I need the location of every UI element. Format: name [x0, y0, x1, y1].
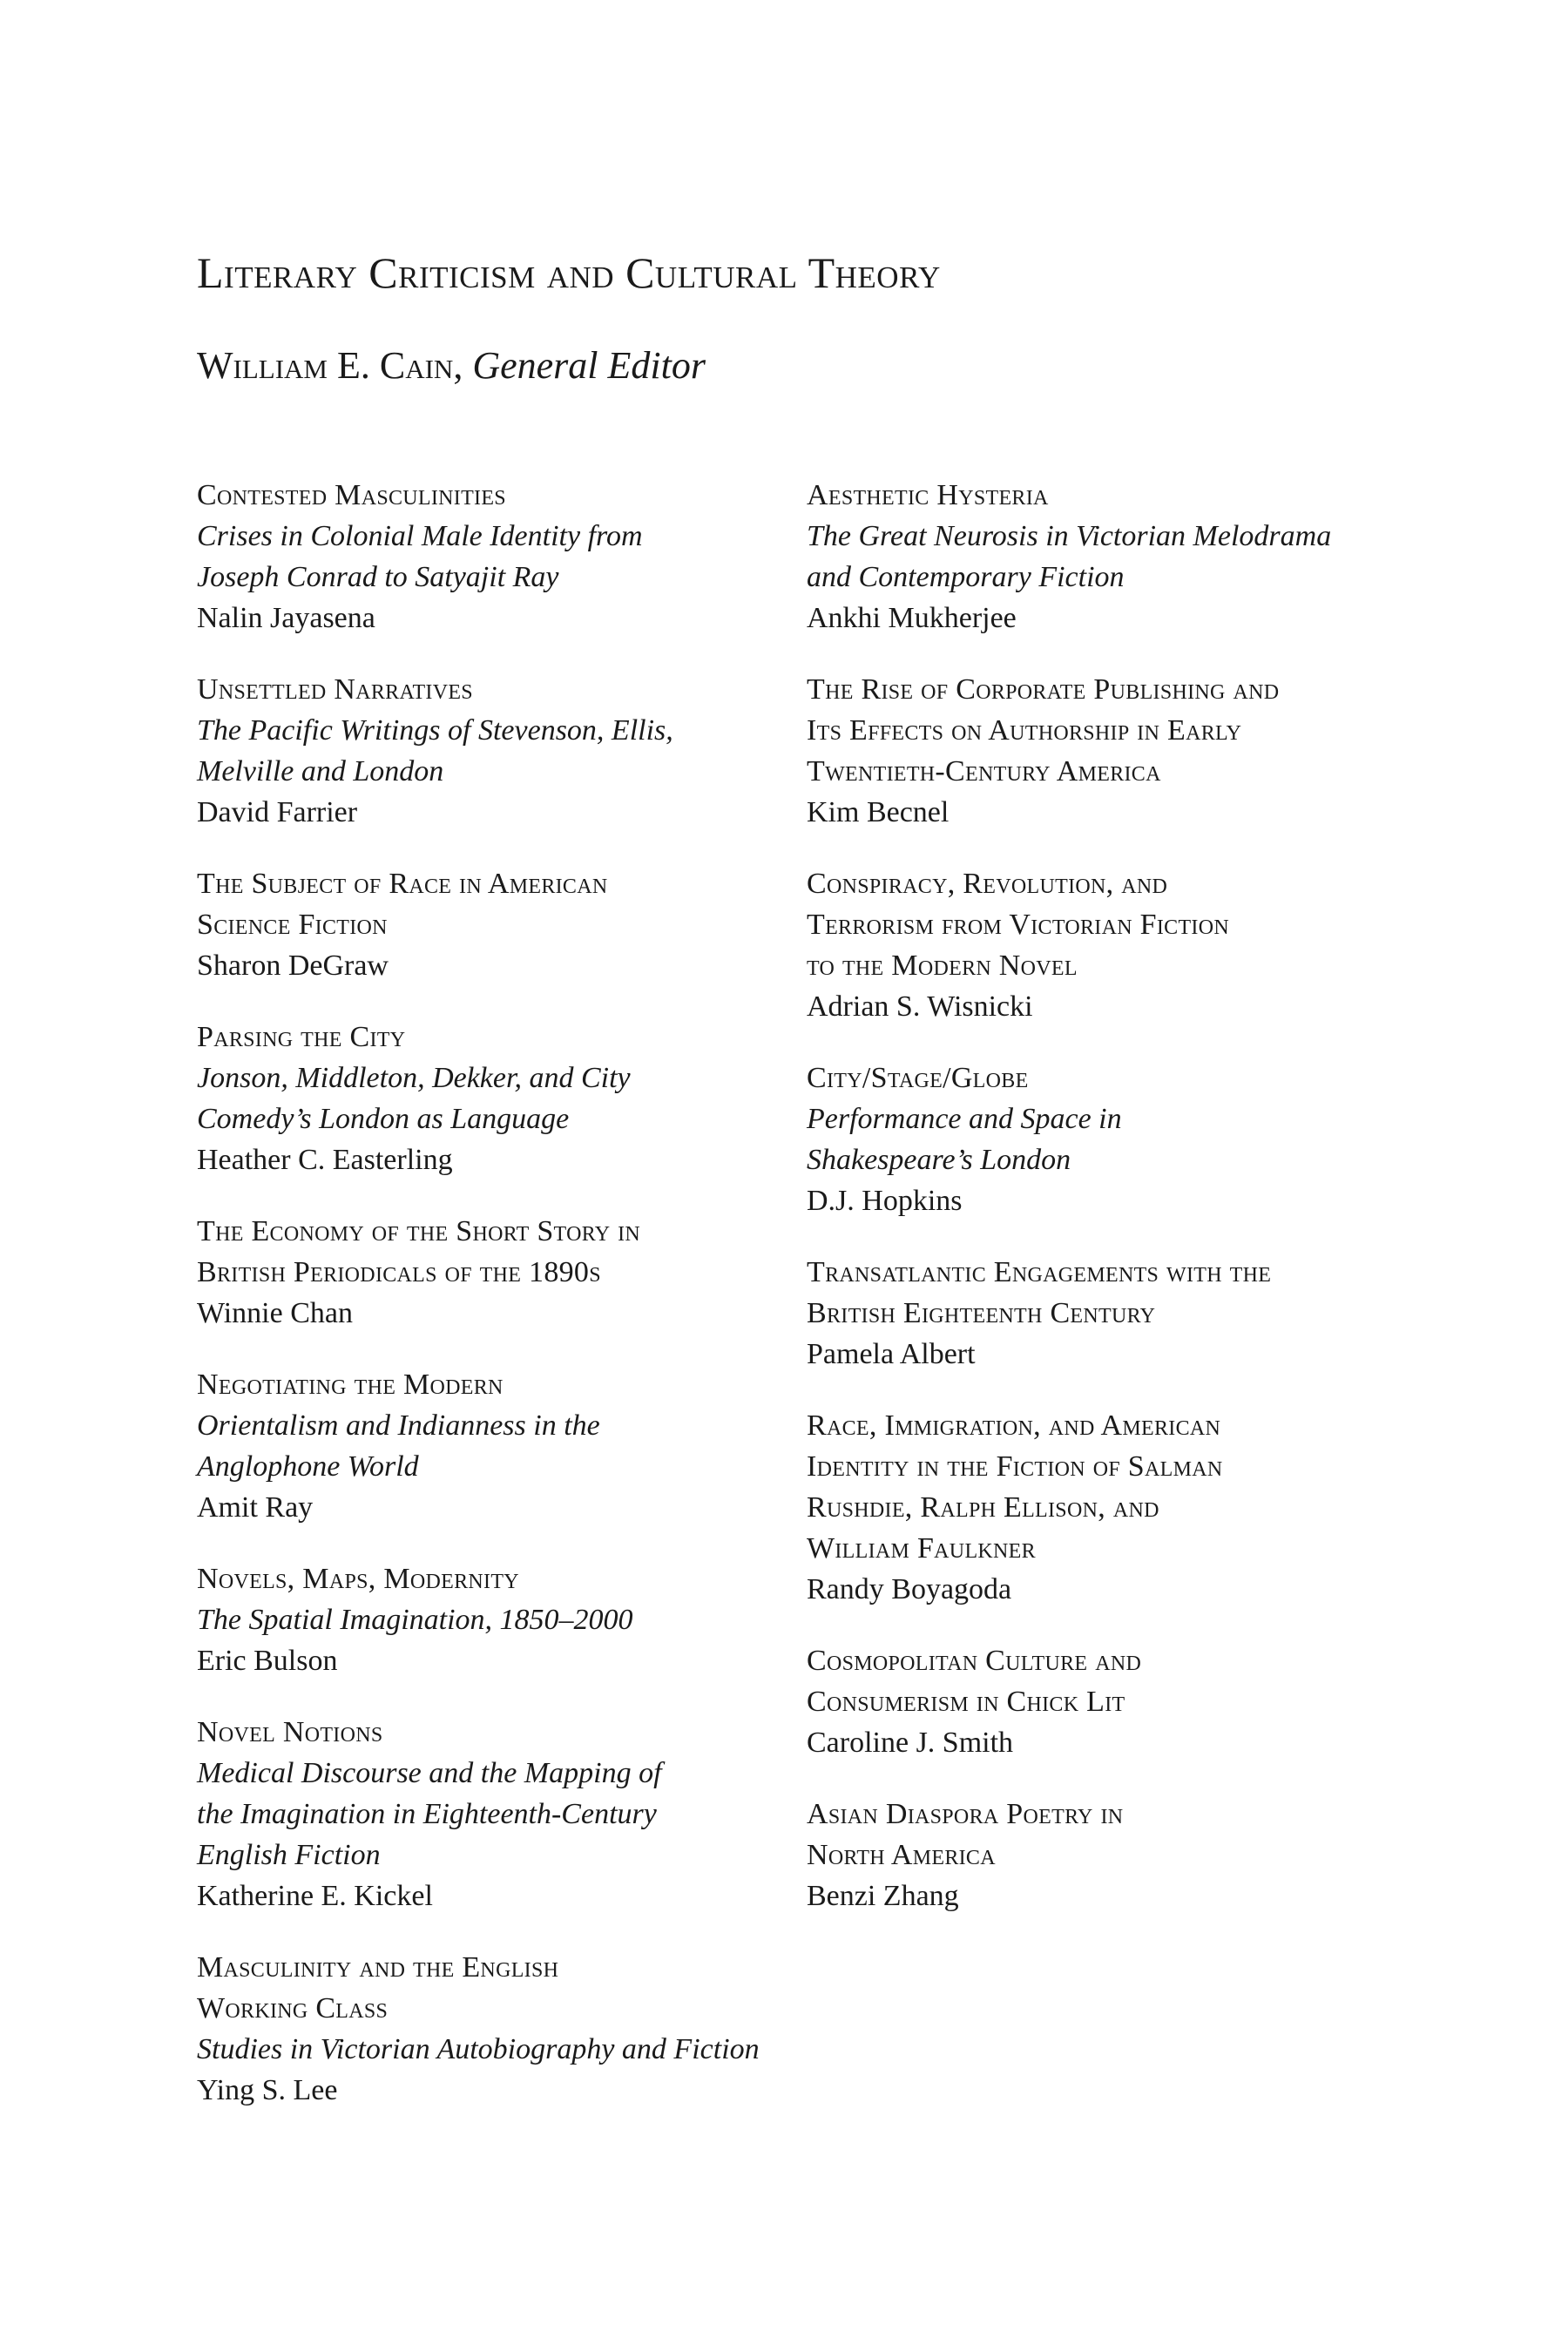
book-author: David Farrier: [197, 796, 358, 828]
book-entry: [197, 475, 807, 639]
book-subtitle-line: Medical Discourse and the Mapping of: [197, 1757, 662, 1789]
book-title-line: North America: [807, 1839, 996, 1871]
book-entry: [807, 863, 1416, 1027]
book-subtitle-line: Crises in Colonial Male Identity from: [197, 520, 643, 552]
book-title-line: British Eighteenth Century: [807, 1297, 1156, 1329]
book-author: Pamela Albert: [807, 1338, 976, 1370]
book-title-line: Race, Immigration, and American: [807, 1409, 1221, 1442]
book-author: Winnie Chan: [197, 1297, 353, 1329]
book-entry: [807, 1794, 1416, 1916]
book-subtitle-line: Comedy’s London as Language: [197, 1103, 570, 1135]
book-author: Randy Boyagoda: [807, 1573, 1012, 1605]
book-title-line: to the Modern Novel: [807, 950, 1078, 982]
book-subtitle-line: Joseph Conrad to Satyajit Ray: [197, 561, 559, 593]
book-entry: [197, 863, 807, 986]
book-title-line: British Periodicals of the 1890s: [197, 1256, 601, 1288]
book-title-line: Identity in the Fiction of Salman: [807, 1450, 1223, 1483]
book-title-line: Its Effects on Authorship in Early: [807, 714, 1242, 747]
book-subtitle-line: English Fiction: [197, 1839, 381, 1871]
book-entry: [197, 1558, 807, 1681]
right-column: [807, 475, 1416, 1947]
book-subtitle-line: The Pacific Writings of Stevenson, Ellis,: [197, 714, 673, 747]
book-subtitle-line: Orientalism and Indianness in the: [197, 1409, 600, 1442]
book-title-line: Terrorism from Victorian Fiction: [807, 909, 1229, 941]
book-title-line: Aesthetic Hysteria: [807, 479, 1049, 511]
book-title-line: Masculinity and the English: [197, 1951, 559, 1984]
book-title-line: Conspiracy, Revolution, and: [807, 868, 1168, 900]
book-title-line: Transatlantic Engagements with the: [807, 1256, 1272, 1288]
book-title-line: Parsing the City: [197, 1021, 406, 1053]
book-entry: [807, 1252, 1416, 1375]
book-author: Caroline J. Smith: [807, 1727, 1014, 1759]
book-title-line: Rushdie, Ralph Ellison, and: [807, 1491, 1159, 1524]
book-entry: [197, 1017, 807, 1180]
book-author: Katherine E. Kickel: [197, 1880, 433, 1912]
book-subtitle-line: The Spatial Imagination, 1850–2000: [197, 1604, 633, 1636]
book-title-line: Novel Notions: [197, 1716, 383, 1748]
book-subtitle-line: Shakespeare’s London: [807, 1144, 1071, 1176]
book-author: Eric Bulson: [197, 1645, 338, 1677]
book-title-line: Cosmopolitan Culture and: [807, 1645, 1142, 1677]
book-author: Benzi Zhang: [807, 1880, 959, 1912]
book-entry: [807, 475, 1416, 639]
book-title-line: The Subject of Race in American: [197, 868, 608, 900]
book-title-line: Contested Masculinities: [197, 479, 506, 511]
book-author: Kim Becnel: [807, 796, 950, 828]
book-author: Sharon DeGraw: [197, 950, 389, 982]
book-title-line: Asian Diaspora Poetry in: [807, 1798, 1124, 1830]
book-title-line: Science Fiction: [197, 909, 388, 941]
book-author: Nalin Jayasena: [197, 602, 375, 634]
book-subtitle-line: the Imagination in Eighteenth-Century: [197, 1798, 657, 1830]
book-entry: [807, 1405, 1416, 1610]
book-author: Adrian S. Wisnicki: [807, 990, 1033, 1023]
book-title-line: Negotiating the Modern: [197, 1369, 504, 1401]
book-title-line: City/Stage/Globe: [807, 1062, 1029, 1094]
book-author: Ying S. Lee: [197, 2074, 338, 2106]
book-title-line: Unsettled Narratives: [197, 673, 473, 706]
book-title-line: Consumerism in Chick Lit: [807, 1686, 1125, 1718]
editor-role: General Editor: [472, 344, 706, 387]
general-editor-line: [197, 344, 706, 387]
book-subtitle-line: Melville and London: [197, 755, 444, 787]
book-entry: [807, 1058, 1416, 1221]
book-subtitle-line: The Great Neurosis in Victorian Melodrama: [807, 520, 1332, 552]
book-entry: [197, 1712, 807, 1916]
book-author: D.J. Hopkins: [807, 1185, 963, 1217]
book-subtitle-line: and Contemporary Fiction: [807, 561, 1125, 593]
book-author: Heather C. Easterling: [197, 1144, 453, 1176]
book-entry: [197, 1364, 807, 1528]
book-subtitle-line: Jonson, Middleton, Dekker, and City: [197, 1062, 631, 1094]
book-author: Amit Ray: [197, 1491, 314, 1524]
book-entry: [807, 1640, 1416, 1763]
book-entry: [197, 669, 807, 833]
book-entry: [807, 669, 1416, 833]
book-title-line: The Rise of Corporate Publishing and: [807, 673, 1280, 706]
left-column: [197, 475, 807, 2141]
book-title-line: Working Class: [197, 1992, 389, 2024]
book-title-line: William Faulkner: [807, 1532, 1036, 1565]
book-title-line: Twentieth-Century America: [807, 755, 1161, 787]
book-author: Ankhi Mukherjee: [807, 602, 1017, 634]
book-entry: [197, 1947, 807, 2111]
book-entry: [197, 1211, 807, 1334]
series-title: Literary Criticism and Cultural Theory: [197, 248, 941, 297]
book-subtitle-line: Anglophone World: [197, 1450, 419, 1483]
book-title-line: The Economy of the Short Story in: [197, 1215, 641, 1247]
editor-name: William E. Cain,: [197, 344, 463, 387]
book-subtitle-line: Studies in Victorian Autobiography and Fiction: [197, 2033, 760, 2065]
book-title-line: Novels, Maps, Modernity: [197, 1563, 519, 1595]
book-subtitle-line: Performance and Space in: [807, 1103, 1122, 1135]
